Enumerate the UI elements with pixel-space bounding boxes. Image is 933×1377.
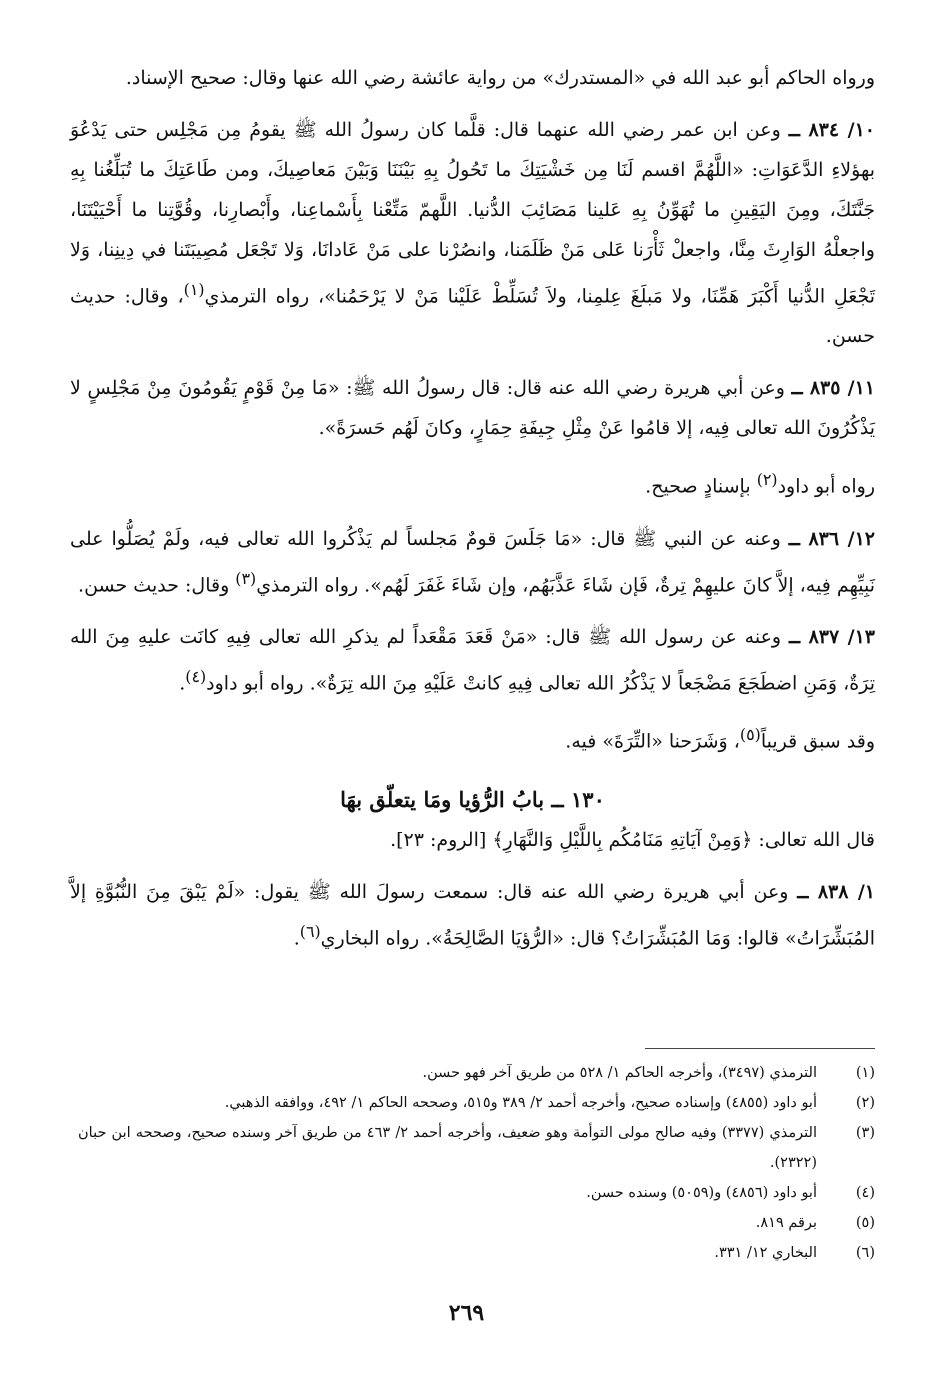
hadith-835 [70, 368, 875, 448]
hadith-text: وعن أبي هريرة رضي الله عنه قال: سمعت رسولَ الله ﷺ يقول: «لَمْ يَبْقَ مِنَ النُّبُوَّةِ إلاَّ المُبَشِّرَاتُ» قالوا: وَمَا المُبَشِّرَاتُ؟ قال: «الرُّؤيَا الصَّالِحَةُ». رواه البخاري [70, 880, 875, 949]
footnote-mark: (٢) [855, 1095, 875, 1111]
punctuation: . [293, 926, 300, 949]
note-text-end: ، وَشَرَحنا «التِّرَةَ» فيه. [565, 730, 740, 753]
page-number: ٢٦٩ [448, 1300, 485, 1326]
footnote-text: الترمذي (٣٤٩٧)، وأخرجه الحاكم ١/ ٥٢٨ من طريق آخر فهو حسن. [422, 1065, 817, 1081]
hadith-text: وعن أبي هريرة رضي الله عنه قال: قال رسولُ الله ﷺ: «مَا مِنْ قَوْمٍ يَقُومُونَ مِنْ مَجْلِسٍ لا يَذْكُرُونَ الله تعالى فِيه، إلا قامُوا عَنْ مِثْلِ جِيفَةِ حِمَارٍ، وكانَ لَهُم حَسرَةً». [70, 377, 875, 440]
footnote-mark: (٦) [855, 1245, 875, 1261]
chapter-heading: ١٣٠ ــ بابُ الرُّؤيا ومَا يتعلّق بهَا [340, 786, 605, 812]
hadith-number: ١/ ٨٣٨ ــ [797, 880, 875, 903]
footnote-mark: (٣) [855, 1125, 875, 1141]
hadith-grade: وقال: حديث حسن. [70, 285, 875, 348]
footnote-text: الترمذي (٣٣٧٧) وفيه صالح مولى التوأمة وهو ضعيف، وأخرجه أحمد ٢/ ٤٦٣ من طريق آخر وسنده صحيح، وصححه ابن حبان (٢٣٢٢). [78, 1125, 817, 1171]
hadith-835-source [70, 460, 875, 506]
hadith-text: وعنه عن رسول الله ﷺ قال: «مَنْ قَعَدَ مَقْعَداً لم يذكرِ الله تعالى فِيهِ كانَت عليهِ مِنَ الله تِرَةٌ، وَمَنِ اضطَجَعَ مَضْجَعاً لا يَذْكُرُ الله تعالى فِيهِ كانتْ عَلَيْهِ مِنَ الله تِرَةٌ». رواه أبو داود [70, 625, 875, 695]
hadith-836 [70, 519, 875, 605]
hadith-text: وعن ابن عمر رضي الله عنهما قال: قلَّما كان رسولُ الله ﷺ يقومُ مِن مَجْلِس حتى يَدْعُوَ بهؤلاءِ الدَّعَوَاتِ: «اللَّهُمَّ اقسم لَنَا مِن خَشْيَتِكَ ما تَحُولُ بِهِ بَيْنَنَا وَبَيْنَ مَعاصِيكَ، ومن طَاعَتِكَ ما تُبَلِّغُنا بِهِ جَنَّتَكَ، ومِنَ اليَقِينِ ما تُهَوِّنُ بِهِ عَلينا مَصَائِبَ الدُّنيا. اللَّهمّ مَتِّعْنا بِأَسْماعِنا، وأَبْصارِنا، وقُوَّتِنا ما أَحْيَيْتَنَا، واجعلْهُ الوَارِثَ مِنَّا، واجعلْ ثَأْرَنا عَلى مَنْ ظَلَمَنا، وانصُرْنا على مَنْ عَادانَا، وَلا تَجْعَل مُصِيبَتَنا في دِينِنا، وَلا تَجْعَلِ الدُّنيا أَكْبَرَ هَمِّنَا، ولا مَبلَغَ عِلمِنا، ولاَ تُسَلِّطْ عَلَيْنا مَنْ لا يَرْحَمُنا»، رواه الترمذي [70, 119, 875, 308]
hadith-838 [70, 872, 875, 958]
footnote-item [78, 1088, 875, 1118]
footnote-item [78, 1208, 875, 1238]
footnote-item [78, 1058, 875, 1088]
hadith-text: وعنه عن النبي ﷺ قال: «مَا جَلَسَ قومٌ مَجلساً لم يَذْكُروا الله تعالى فيه، ولَمْ يُصَلُّوا على نَبِيِّهِم فِيه، إلاَّ كانَ عليهِمْ تِرةٌ، فَإن شَاءَ عَذَّبَهُم، وإن شَاءَ غَفَرَ لَهُم». رواه الترمذي [70, 527, 875, 596]
footnotes [78, 1058, 875, 1268]
footnote-item [78, 1178, 875, 1208]
footnote-ref: (٤) [185, 666, 207, 686]
hadith-834: ١٠/ ٨٣٤ ــ وعن ابن عمر رضي الله عنهما قال: قلَّما كان رسولُ الله ﷺ يقومُ مِن مَجْلِس حتى يَدْعُوَ بهؤلاءِ الدَّعَوَاتِ: «اللَّهُمَّ اقسم لَنَا مِن خَشْيَتِكَ ما تَحُولُ بِهِ بَيْنَنَا وَبَيْنَ مَعاصِيكَ، ومن طَاعَتِكَ ما تُبَلِّغُنا بِهِ جَنَّتَكَ، ومِنَ اليَقِينِ ما تُهَوِّنُ بِهِ عَلينا مَصَائِبَ الدُّنيا. اللَّهمّ مَتِّعْنا بِأَسْماعِنا، وأَبْصارِنا، وقُوَّتِنا ما أَحْيَيْتَنَا، واجعلْهُ الوَارِثَ مِنَّا، واجعلْ ثَأْرَنا عَلى مَنْ ظَلَمَنا، وانصُرْنا على مَنْ عَادانَا، وَلا تَجْعَل مُصِيبَتَنا في دِينِنا، وَلا تَجْعَلِ الدُّنيا أَكْبَرَ هَمِّنَا، ولا مَبلَغَ عِلمِنا، ولاَ تُسَلِّطْ عَلَيْنا مَنْ لا يَرْحَمُنا»، رواه الترمذي$^{(١)}$، وقال: حديث حسن. [70, 119, 875, 348]
hadith-grade: بإسنادٍ صحيح. [645, 475, 751, 498]
footnote-mark: (١) [855, 1065, 875, 1081]
footnote-item [78, 1238, 875, 1268]
footnote-text: البخاري ١٢/ ٣٣١. [714, 1245, 817, 1261]
hadith-number: ١٢/ ٨٣٦ ــ [788, 527, 875, 550]
footnote-ref: (٣) [235, 568, 257, 588]
footnote-mark: (٤) [855, 1185, 875, 1201]
chapter-verse: قال الله تعالى: ﴿وَمِنْ آيَاتِهِ مَنَامُكُم بِاللَّيْلِ وَالنَّهَارِ﴾ [الروم: ٢٣]. [390, 828, 875, 851]
hadith-837-note [70, 715, 875, 761]
footnote-ref: (١) [183, 280, 205, 299]
note-text: وقد سبق قريباً [760, 730, 875, 753]
footnote-item [78, 1118, 875, 1178]
punctuation: . [179, 672, 186, 695]
intro-paragraph: ورواه الحاكم أبو عبد الله في «المستدرك» من رواية عائشة رضي الله عنها وقال: صحيح الإسناد. [125, 67, 875, 89]
page-body [70, 58, 875, 958]
footnote-text: أبو داود (٤٨٥٦) و(٥٠٥٩) وسنده حسن. [586, 1185, 817, 1201]
footnote-ref: (٥) [739, 725, 761, 745]
footnote-text: أبو داود (٤٨٥٥) وإسناده صحيح، وأخرجه أحمد ٢/ ٣٨٩ و٥١٥، وصححه الحاكم ١/ ٤٩٢، ووافقه الذهبي. [224, 1095, 817, 1111]
hadith-number: ١١/ ٨٣٥ ــ [791, 377, 875, 400]
footnote-ref: (٢) [756, 470, 778, 490]
hadith-grade: وقال: حديث حسن. [78, 573, 230, 596]
footnote-text: برقم ٨١٩. [755, 1215, 817, 1231]
narrator: رواه أبو داود [777, 475, 875, 498]
hadith-number: ١٠/ ٨٣٤ ــ [788, 119, 875, 141]
hadith-number: ١٣/ ٨٣٧ ــ [788, 625, 875, 648]
footnote-ref: (٦) [299, 921, 321, 941]
footnote-mark: (٥) [855, 1215, 875, 1231]
footnote-divider [645, 1048, 875, 1049]
hadith-837 [70, 617, 875, 703]
